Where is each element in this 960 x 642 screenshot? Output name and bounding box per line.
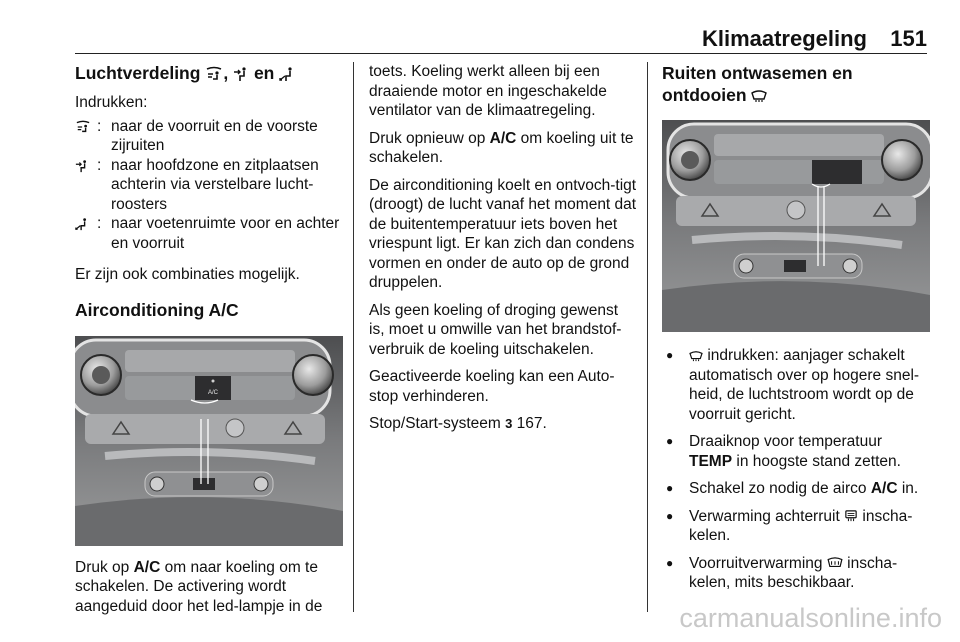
front-defrost-icon	[751, 89, 767, 103]
fuel-text: Als geen koeling of droging gewenst is, moet u omwille van het brandstof-verbruik de koeling uitschakelen.	[369, 301, 622, 358]
climate-panel-illustration	[75, 336, 343, 546]
column-divider-2	[647, 62, 648, 612]
column-2	[369, 62, 637, 434]
list-item: ● indrukken: aanjager schakelt automatisch over op hogere snel-heid, de luchtstroom wordt op de voorruit gericht.	[662, 346, 927, 424]
front-defrost-icon	[689, 350, 703, 362]
combinations-text: Er zijn ook combinaties mogelijk.	[75, 266, 300, 283]
windshield-airflow-icon	[75, 120, 91, 134]
air-distribution-heading: Luchtverdeling , en	[75, 62, 343, 84]
dehumidify-text: De airconditioning koelt en ontvoch-tigt (droogt) de lucht vanaf het moment dat de buitentemperatuur iets boven het vriespunt ligt. Er kan zich dan condens vormen en onder de auto op de grond druppelen.	[369, 176, 637, 291]
cooling-text: toets. Koeling werkt alleen bij een draaiende motor en ingeschakelde ventilator van de klimaatregeling.	[369, 63, 607, 119]
head-airflow-icon	[233, 66, 249, 82]
defrost-panel-photo	[662, 120, 930, 332]
page-header	[75, 24, 927, 54]
ac-panel-photo	[75, 336, 343, 546]
list-item: : naar voetenruimte voor en achter en voorruit	[75, 214, 343, 253]
foot-airflow-icon	[75, 217, 89, 231]
windscreen-heating-icon	[827, 557, 843, 569]
column-3	[662, 62, 927, 593]
ac-button-label: A/C	[207, 389, 219, 396]
air-distribution-list	[75, 117, 343, 254]
ac-heading: Airconditioning A/C	[75, 299, 239, 320]
list-item: ● Verwarming achterruit inscha-kelen.	[662, 507, 927, 546]
list-item: ● Voorruitverwarming inscha-kelen, mits beschikbaar.	[662, 554, 927, 593]
stop-start-reference: Stop/Start-systeem 3 167.	[369, 415, 547, 432]
list-item: : naar hoofdzone en zitplaatsen achterin via verstelbare lucht-roosters	[75, 156, 343, 215]
head-airflow-icon	[75, 159, 89, 173]
defrost-steps	[662, 346, 927, 593]
autostop-text: Geactiveerde koeling kan een Auto-stop verhinderen.	[369, 368, 615, 405]
climate-panel-illustration	[662, 120, 930, 332]
intro-text: Indrukken:	[75, 94, 148, 111]
page-reference-icon: 3	[505, 416, 513, 431]
list-item: : naar de voorruit en de voorste zijruiten	[75, 117, 343, 156]
rear-window-heating-icon	[844, 510, 858, 522]
column-1	[75, 62, 343, 616]
list-item: ● Draaiknop voor temperatuur TEMP in hoogste stand zetten.	[662, 432, 927, 471]
page-title: Klimaatregeling	[701, 26, 867, 51]
watermark: carmanualsonline.info	[679, 603, 942, 633]
list-item: ● Schakel zo nodig de airco A/C in.	[662, 479, 927, 499]
defrost-heading: Ruiten ontwasemen en ontdooien	[662, 63, 853, 105]
page-number: 151	[890, 26, 927, 51]
foot-airflow-icon	[279, 66, 295, 82]
ac-instructions: Druk op A/C om naar koeling om te schakelen. De activering wordt aangeduid door het led-lampje in de	[75, 558, 323, 615]
windshield-airflow-icon	[205, 66, 223, 82]
cooling-off-text: Druk opnieuw op A/C om koeling uit te schakelen.	[369, 129, 634, 166]
column-divider-1	[353, 62, 354, 612]
